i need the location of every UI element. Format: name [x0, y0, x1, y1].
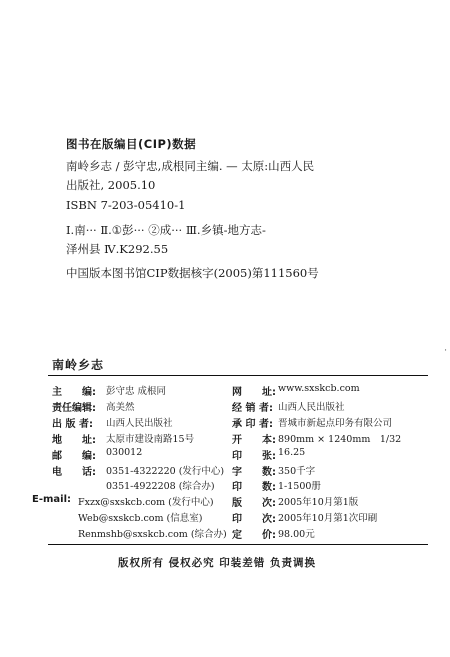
price-row — [232, 526, 315, 541]
chief-editor-row — [52, 383, 166, 398]
margin-mark: · — [444, 346, 447, 356]
row-label: 字 数: — [232, 467, 276, 478]
row-value: Fxzx@sxskcb.com (发行中心) — [78, 497, 214, 508]
responsible-editor-row — [52, 399, 135, 414]
cip-line-2: 出版社, 2005.10 — [66, 178, 156, 192]
row-value: 98.00元 — [278, 529, 315, 540]
edition-row — [232, 494, 358, 509]
row-value: 0351-4922208 (综合办) — [106, 481, 215, 492]
distributor-row — [232, 399, 345, 414]
printer-row — [232, 415, 392, 430]
row-value: 晋城市新起点印务有限公司 — [278, 418, 393, 429]
email-row-2 — [52, 510, 202, 524]
word-count-row — [232, 463, 315, 478]
cip-classification-2: 泽州县 Ⅳ.K292.55 — [66, 242, 169, 256]
website-row — [232, 383, 360, 398]
row-label: 电 话: — [52, 467, 96, 478]
row-label — [52, 526, 78, 540]
row-value: www.sxskcb.com — [278, 383, 360, 394]
publisher-row — [52, 415, 173, 430]
cip-classification-1: Ⅰ.南··· Ⅱ.①彭··· ②成··· Ⅲ.乡镇-地方志- — [66, 223, 266, 237]
row-label: 印 数: — [232, 482, 276, 493]
sheets-row — [232, 447, 305, 462]
book-title: 南岭乡志 — [52, 358, 105, 372]
bottom-rule — [48, 544, 428, 545]
address-row — [52, 431, 194, 446]
copyright-footer: 版权所有 侵权必究 印装差错 负责调换 — [118, 557, 316, 569]
row-label: 主 编: — [52, 387, 96, 398]
row-label: 网 址: — [232, 387, 276, 398]
row-value: 太原市建设南路15号 — [106, 434, 195, 445]
row-value: Web@sxskcb.com (信息室) — [78, 513, 203, 524]
row-label: 经 销 者: — [232, 403, 273, 414]
format-row — [232, 431, 401, 446]
cip-isbn: ISBN 7-203-05410-1 — [66, 198, 186, 212]
cip-line-1: 南岭乡志 / 彭守忠,成根同主编. — 太原:山西人民 — [66, 159, 315, 173]
row-value: Renmshb@sxskcb.com (综合办) — [78, 529, 227, 540]
row-label: 印 张: — [232, 451, 276, 462]
email-row — [32, 494, 214, 508]
row-label — [52, 510, 78, 524]
printing-row — [232, 510, 377, 525]
row-label: 印 次: — [232, 514, 276, 525]
phone-row — [52, 463, 224, 478]
top-rule — [48, 375, 428, 376]
row-label: 地 址: — [52, 435, 96, 446]
row-value: 890mm × 1240mm 1/32 — [278, 434, 402, 445]
row-value: 16.25 — [278, 447, 306, 458]
row-value: 2005年10月第1次印刷 — [278, 513, 378, 524]
row-label: 出 版 者: — [52, 419, 93, 430]
postcode-row — [52, 447, 142, 462]
row-label: 定 价: — [232, 530, 276, 541]
row-label: 版 次: — [232, 498, 276, 509]
row-value: 彭守忠 成根同 — [106, 386, 167, 397]
cip-header: 图书在版编目(CIP)数据 — [66, 137, 197, 151]
row-label — [52, 478, 106, 492]
row-label: 邮 编: — [52, 451, 96, 462]
row-value: 030012 — [106, 447, 143, 458]
row-label: E-mail: — [32, 494, 72, 505]
row-label: 承 印 者: — [232, 419, 273, 430]
row-value: 山西人民出版社 — [106, 418, 173, 429]
cip-verify-number: 中国版本图书馆CIP数据核字(2005)第111560号 — [66, 266, 319, 280]
row-value: 0351-4322220 (发行中心) — [106, 466, 225, 477]
row-value: 2005年10月第1版 — [278, 497, 359, 508]
email-row-3 — [52, 526, 227, 540]
row-label: 开 本: — [232, 435, 276, 446]
row-label: 责任编辑: — [52, 403, 96, 414]
row-value: 350千字 — [278, 466, 316, 477]
row-value: 1-1500册 — [278, 481, 321, 492]
phone-row-2 — [52, 478, 215, 492]
row-value: 高美然 — [106, 402, 135, 413]
row-value: 山西人民出版社 — [278, 402, 345, 413]
print-run-row — [232, 478, 321, 493]
